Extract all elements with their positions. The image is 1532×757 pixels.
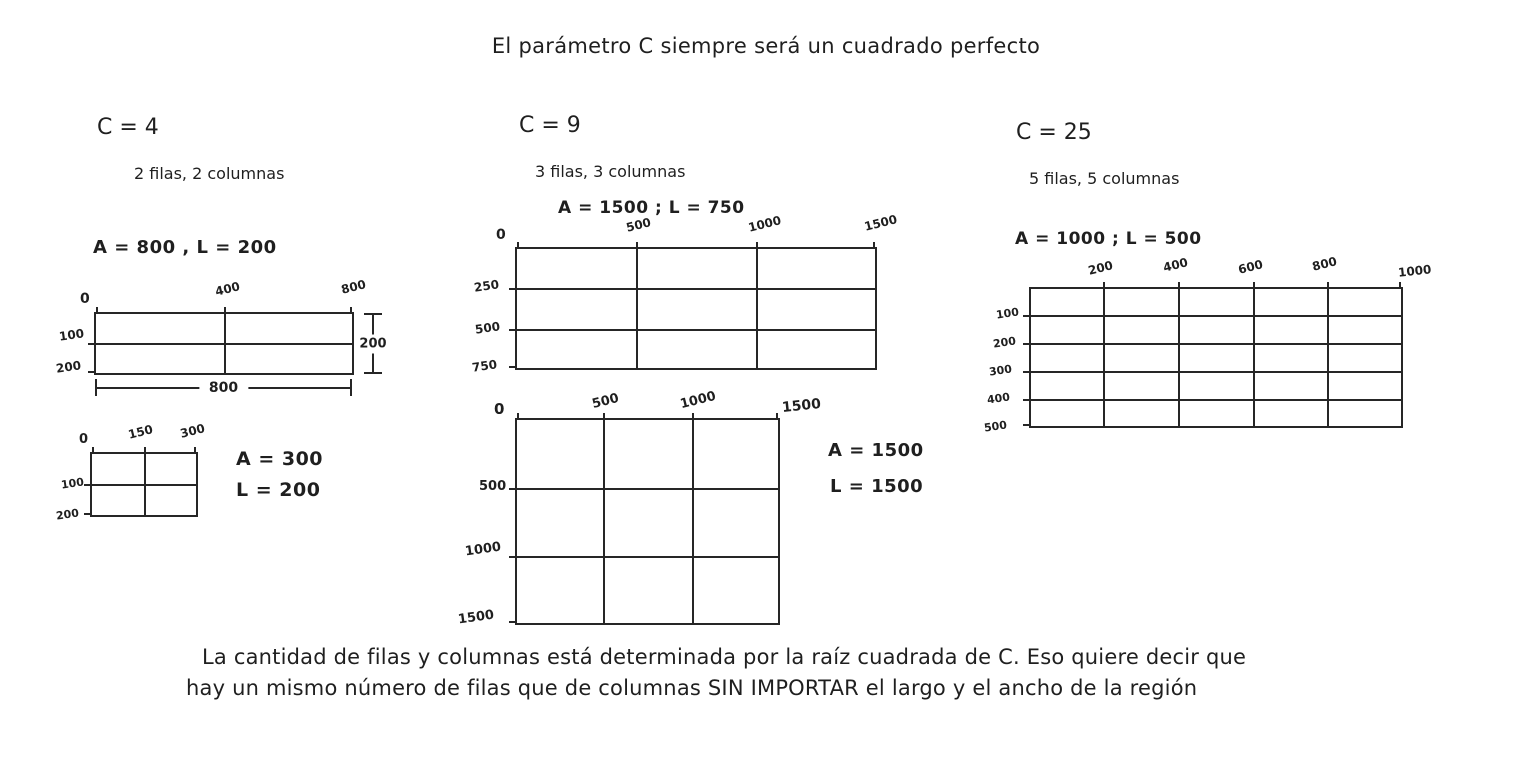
grid-line xyxy=(603,420,605,623)
footer-note-line2: hay un mismo número de filas que de columnas SIN IMPORTAR el largo y el ancho de la región xyxy=(186,676,1198,700)
c4-grid-large xyxy=(94,312,354,375)
c25-grid xyxy=(1029,287,1403,428)
c4-dimensions-label: A = 800 , L = 200 xyxy=(93,237,277,258)
c9-grid-top xyxy=(515,247,877,370)
y-tick-label: 400 xyxy=(986,390,1011,407)
y-tick-label: 750 xyxy=(471,357,498,375)
bracket-cap xyxy=(350,379,352,396)
grid-line xyxy=(1178,289,1180,426)
axis-tick xyxy=(603,413,605,420)
x-tick-label: 150 xyxy=(126,422,155,442)
axis-tick xyxy=(517,413,519,420)
axis-tick xyxy=(1178,282,1180,289)
x-tick-label: 1000 xyxy=(678,388,718,413)
grid-line xyxy=(517,556,778,558)
grid-line xyxy=(756,249,758,368)
grid-line xyxy=(636,249,638,368)
grid-line xyxy=(517,329,875,331)
x-tick-label: 0 xyxy=(496,227,506,243)
axis-tick xyxy=(873,242,875,249)
axis-tick xyxy=(1023,343,1031,345)
y-tick-label: 500 xyxy=(983,418,1008,435)
y-tick-label: 100 xyxy=(995,305,1020,322)
y-tick-label: 200 xyxy=(992,334,1017,351)
axis-tick xyxy=(194,447,196,454)
axis-tick xyxy=(1023,399,1031,401)
page-title: El parámetro C siempre será un cuadrado perfecto xyxy=(491,34,1041,58)
x-tick-label: 600 xyxy=(1236,257,1265,277)
grid-line xyxy=(1031,315,1401,317)
axis-tick xyxy=(350,307,352,314)
x-tick-label: 800 xyxy=(1310,254,1339,274)
grid-line xyxy=(1253,289,1255,426)
c9-dimensions-label: A = 1500 ; L = 750 xyxy=(558,198,745,218)
x-tick-label: 300 xyxy=(178,421,207,441)
c9-value-label: C = 9 xyxy=(519,113,581,138)
axis-tick xyxy=(88,343,96,345)
axis-tick xyxy=(1103,282,1105,289)
c25-rows-cols-label: 5 filas, 5 columnas xyxy=(1029,169,1180,188)
axis-tick xyxy=(509,488,517,490)
axis-tick xyxy=(509,366,517,368)
x-tick-label: 0 xyxy=(80,291,90,307)
c25-value-label: C = 25 xyxy=(1016,120,1092,145)
x-tick-label: 800 xyxy=(339,277,368,297)
grid-line xyxy=(92,484,196,486)
c25-dimensions-label: A = 1000 ; L = 500 xyxy=(1015,229,1202,249)
x-tick-label: 400 xyxy=(213,279,242,299)
footer-note-line1: La cantidad de filas y columnas está determinada por la raíz cuadrada de C. Eso quiere decir que xyxy=(202,645,1247,669)
height-dimension-label: 200 xyxy=(359,336,387,351)
length-label: L = 1500 xyxy=(830,476,924,497)
y-tick-label: 300 xyxy=(988,362,1013,379)
y-tick-label: 500 xyxy=(474,319,501,337)
axis-tick xyxy=(509,329,517,331)
axis-tick xyxy=(96,307,98,314)
area-label: A = 1500 xyxy=(828,440,924,461)
x-tick-label: 500 xyxy=(590,390,621,413)
y-tick-label: 1500 xyxy=(457,607,496,628)
y-tick-label: 200 xyxy=(55,358,82,376)
area-label: A = 300 xyxy=(236,448,324,470)
bracket-cap xyxy=(364,372,382,374)
axis-tick xyxy=(84,513,92,515)
axis-tick xyxy=(1327,282,1329,289)
y-tick-label: 250 xyxy=(473,277,500,295)
axis-tick xyxy=(1399,282,1401,289)
grid-line xyxy=(1103,289,1105,426)
c4-rows-cols-label: 2 filas, 2 columnas xyxy=(134,164,285,183)
length-label: L = 200 xyxy=(236,479,321,501)
grid-line xyxy=(1031,343,1401,345)
height-dimension-bracket xyxy=(360,313,386,374)
c4-value-label: C = 4 xyxy=(97,115,159,140)
x-tick-label: 1500 xyxy=(781,396,822,416)
y-tick-label: 100 xyxy=(60,475,85,492)
c9-rows-cols-label: 3 filas, 3 columnas xyxy=(535,162,686,181)
axis-tick xyxy=(756,242,758,249)
x-tick-label: 400 xyxy=(1161,255,1190,275)
width-dimension-label: 800 xyxy=(199,380,248,396)
grid-line xyxy=(96,343,352,345)
axis-tick xyxy=(92,447,94,454)
axis-tick xyxy=(636,242,638,249)
axis-tick xyxy=(144,447,146,454)
x-tick-label: 1500 xyxy=(862,212,899,234)
grid-line xyxy=(692,420,694,623)
grid-line xyxy=(1327,289,1329,426)
grid-line xyxy=(517,288,875,290)
y-tick-label: 100 xyxy=(58,326,85,344)
axis-tick xyxy=(88,371,96,373)
c4-grid-small xyxy=(90,452,198,517)
x-tick-label: 1000 xyxy=(1397,262,1433,280)
x-tick-label: 200 xyxy=(1086,258,1115,278)
y-tick-label: 1000 xyxy=(464,539,503,560)
y-tick-label: 200 xyxy=(55,506,80,523)
axis-tick xyxy=(224,307,226,314)
axis-tick xyxy=(509,288,517,290)
axis-tick xyxy=(1023,315,1031,317)
axis-tick xyxy=(1253,282,1255,289)
c9-grid-bottom xyxy=(515,418,780,625)
axis-tick xyxy=(1023,424,1031,426)
axis-tick xyxy=(1023,371,1031,373)
x-tick-label: 0 xyxy=(494,400,505,418)
axis-tick xyxy=(509,621,517,623)
axis-tick xyxy=(692,413,694,420)
y-tick-label: 500 xyxy=(479,479,507,494)
x-tick-label: 500 xyxy=(624,215,653,235)
axis-tick xyxy=(84,484,92,486)
x-tick-label: 1000 xyxy=(746,213,783,235)
axis-tick xyxy=(517,242,519,249)
width-dimension-bracket xyxy=(95,379,352,396)
x-tick-label: 0 xyxy=(79,432,89,447)
grid-line xyxy=(517,488,778,490)
axis-tick xyxy=(509,556,517,558)
grid-line xyxy=(1031,399,1401,401)
axis-tick xyxy=(776,413,778,420)
grid-line xyxy=(1031,371,1401,373)
